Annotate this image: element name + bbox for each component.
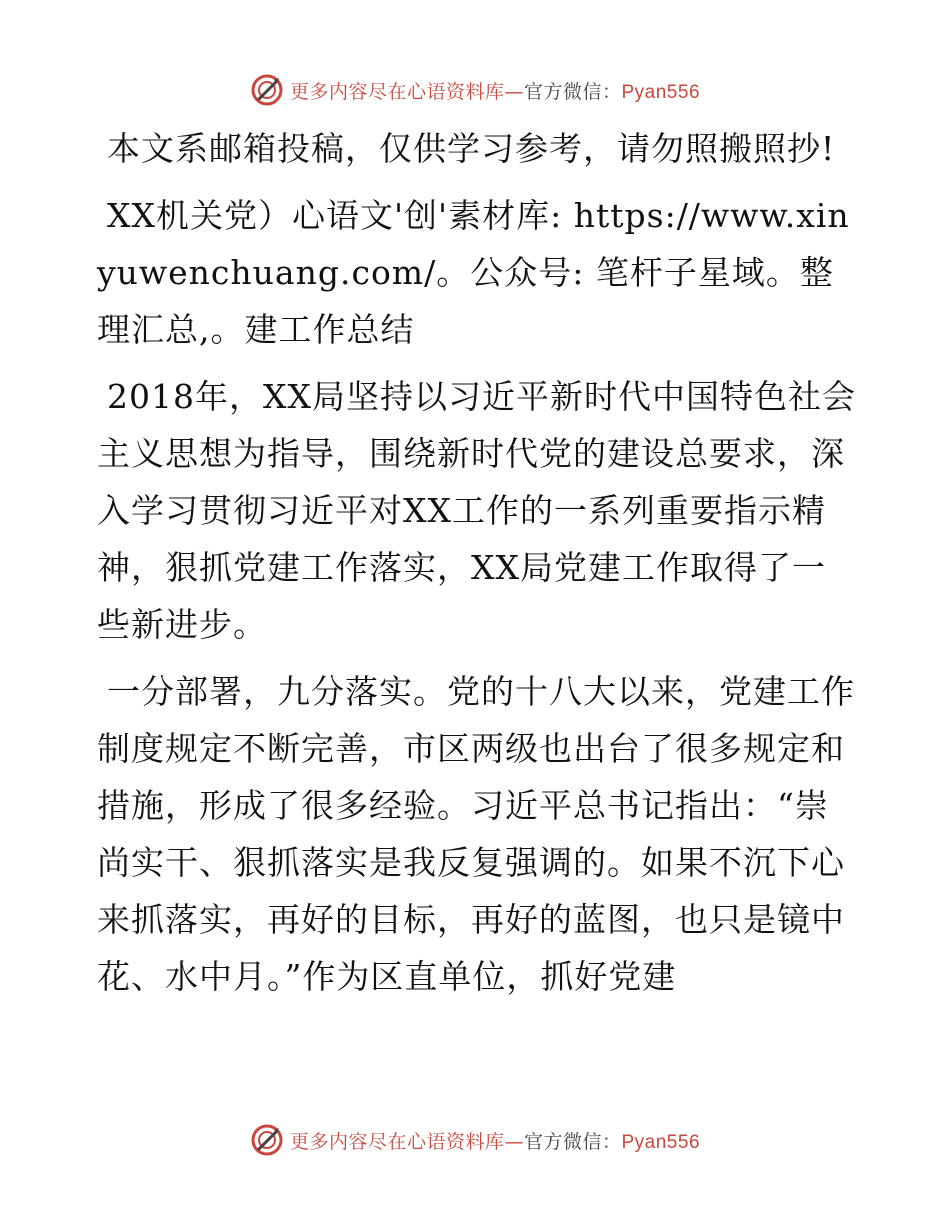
paragraph-implementation: 一分部署，九分落实。党的十八大以来，党建工作制度规定不断完善，市区两级也出台了很多规定和措施，形成了很多经验。习近平总书记指出：“崇尚实干、狠抓落实是我反复强调的。如果不沉下心来抓落实，再好的目标，再好的蓝图，也只是镜中花、水中月。”作为区直单位，抓好党建 xyxy=(97,672,855,996)
footer-official-label: 官方微信： xyxy=(523,1130,622,1153)
footer-wechat-id: Pyan556 xyxy=(621,1131,701,1153)
header-banner xyxy=(0,68,950,112)
footer-brand-text: 更多内容尽在心语资料库 xyxy=(289,1130,505,1153)
footer-separator: — xyxy=(504,1130,524,1153)
header-official-label: 官方微信： xyxy=(523,80,622,103)
header-wechat-id: Pyan556 xyxy=(621,81,701,103)
footer-banner xyxy=(0,1118,950,1162)
brand-logo-icon xyxy=(250,1123,284,1157)
header-separator: — xyxy=(504,80,524,103)
footer-banner-text xyxy=(290,1127,700,1154)
brand-logo-icon xyxy=(250,73,284,107)
document-body xyxy=(97,120,857,1015)
header-brand-text: 更多内容尽在心语资料库 xyxy=(289,80,505,103)
header-banner-text xyxy=(290,77,700,104)
paragraph-notice: 本文系邮箱投稿，仅供学习参考，请勿照搬照抄! xyxy=(107,129,836,168)
paragraph-source: XX机关党）心语文'创'素材库: https://www.xinyuwenchuang.com/。公众号: 笔杆子星域。整理汇总,。建工作总结 xyxy=(97,196,850,349)
paragraph-intro: 2018年，XX局坚持以习近平新时代中国特色社会主义思想为指导，围绕新时代党的建设总要求，深入学习贯彻习近平对XX工作的一系列重要指示精神，狠抓党建工作落实，XX局党建工作取得了一些新进步。 xyxy=(97,377,856,644)
